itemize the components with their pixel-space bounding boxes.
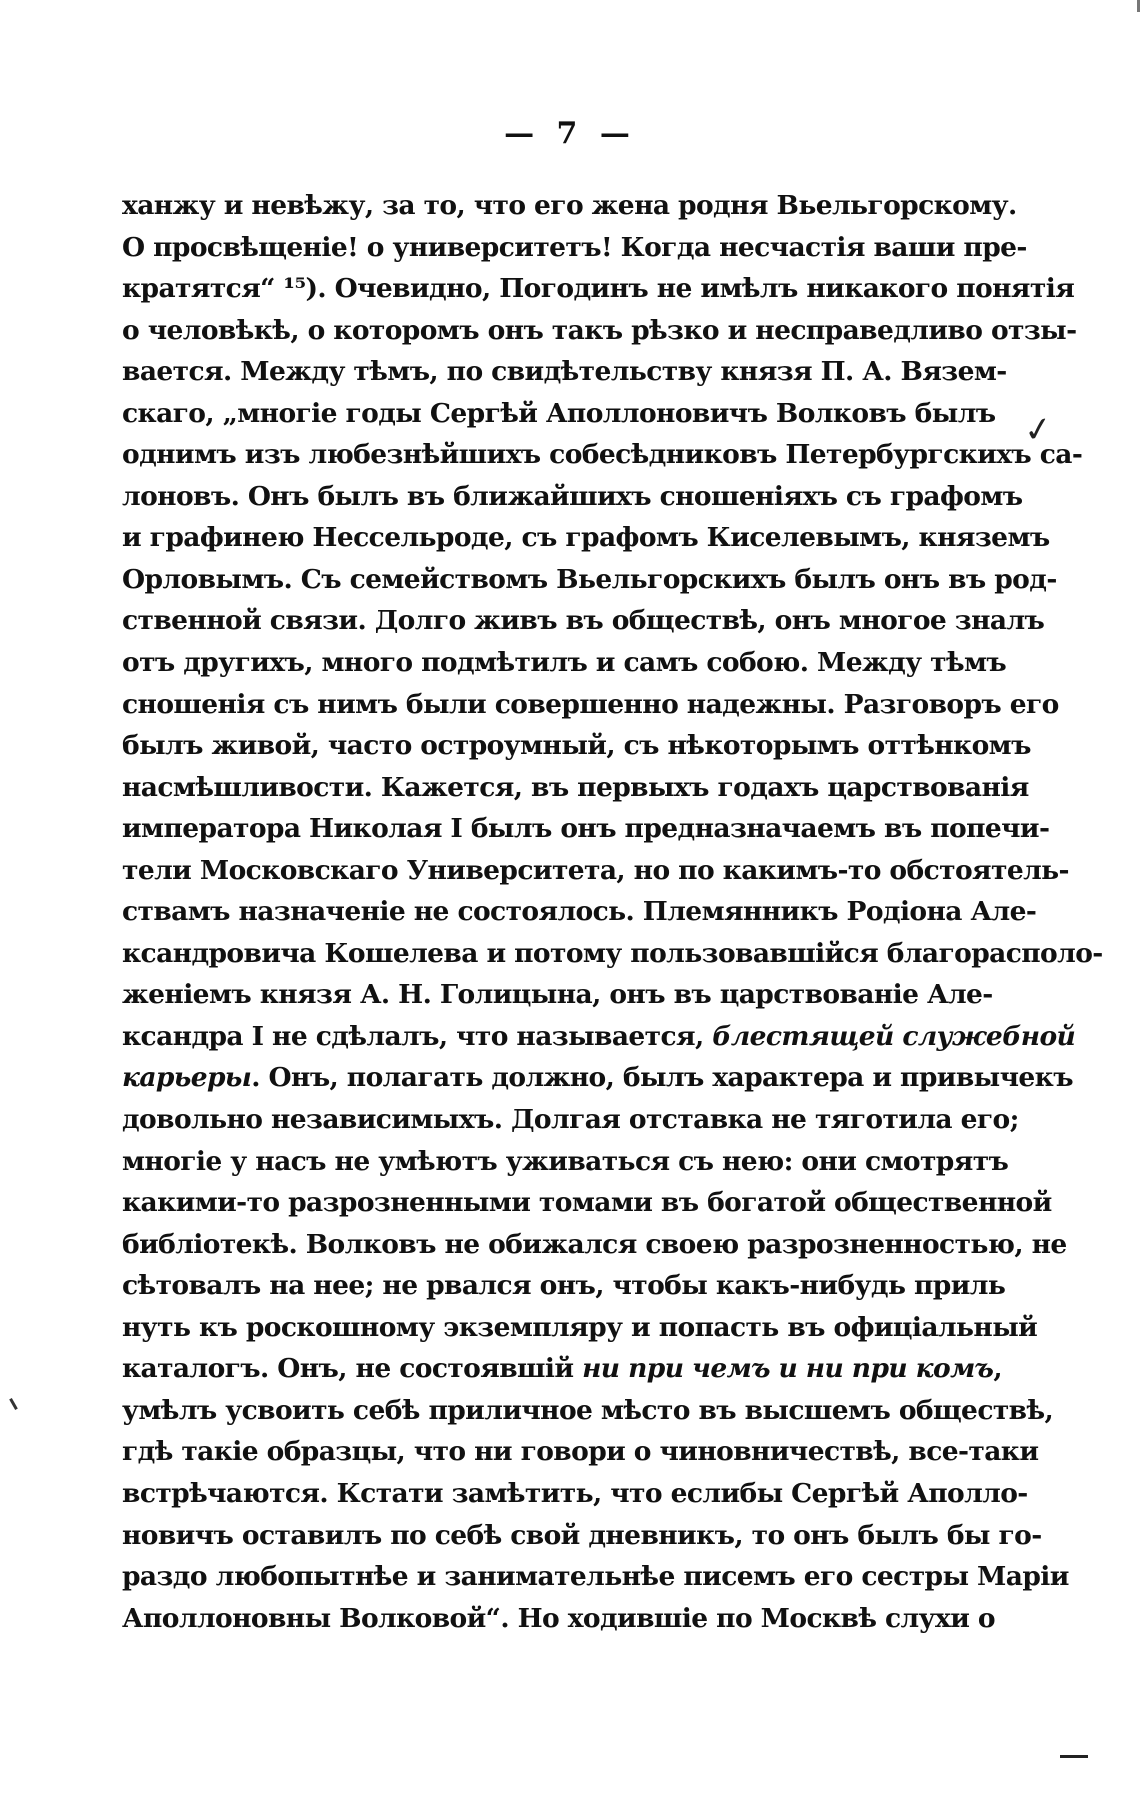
text-line (122, 1265, 1006, 1307)
margin-tick (9, 1398, 18, 1410)
text-segment: ствамъ назначеніе не состоялось. Племянникъ Родіона Але- (122, 896, 1037, 928)
text-line (122, 1348, 1002, 1390)
text-segment: ственной связи. Долго живъ въ обществѣ, онъ многое зналъ (122, 605, 1045, 637)
text-segment: ксандра I не сдѣлалъ, что называется, (122, 1020, 713, 1052)
text-segment: отъ другихъ, много подмѣтилъ и самъ собою. Между тѣмъ (122, 647, 1007, 679)
text-segment: какими-то разрозненными томами въ богатой общественной (122, 1187, 1052, 1219)
text-segment: , (993, 1353, 1002, 1385)
text-line (122, 351, 1007, 393)
text-line (122, 808, 1050, 850)
text-line (122, 1473, 1028, 1515)
text-segment: и графинею Нессельроде, съ графомъ Киселевымъ, княземъ (122, 522, 1050, 554)
italic-phrase: ни при чемъ и ни при комъ (582, 1353, 994, 1385)
text-segment: насмѣшливости. Кажется, въ первыхъ годахъ царствованія (122, 771, 1029, 803)
text-line (122, 1016, 1076, 1058)
margin-dash (1060, 1755, 1088, 1758)
text-segment: вается. Между тѣмъ, по свидѣтельству князя П. А. Вязем- (122, 356, 1007, 388)
page-number: — 7 — (504, 116, 636, 151)
text-line (122, 642, 1007, 684)
body-text (122, 185, 1103, 1639)
text-line (122, 268, 1075, 310)
text-segment: . Онъ, полагать должно, былъ характера и привычекъ (251, 1062, 1073, 1094)
text-segment: Аполлоновны Волковой“. Но ходившіе по Москвѣ слухи о (122, 1602, 995, 1634)
text-line (122, 185, 1017, 227)
text-line (122, 600, 1045, 642)
text-line (122, 1141, 1009, 1183)
text-line (122, 850, 1069, 892)
text-line (122, 974, 993, 1016)
text-segment: Орловымъ. Съ семействомъ Вьельгорскихъ былъ онъ въ род- (122, 563, 1057, 595)
text-segment: новичъ оставилъ по себѣ свой дневникъ, то онъ былъ бы го- (122, 1519, 1042, 1551)
text-segment: довольно независимыхъ. Долгая отставка не тяготила его; (122, 1104, 1019, 1136)
text-line (122, 1431, 1039, 1473)
text-segment: о человѣкѣ, о которомъ онъ такъ рѣзко и несправедливо отзы- (122, 314, 1077, 346)
text-segment: кратятся“ ¹⁵). Очевидно, Погодинъ не имѣлъ никакого понятія (122, 273, 1075, 305)
text-segment: женіемъ князя А. Н. Голицына, онъ въ царствованіе Але- (122, 979, 993, 1011)
text-segment: тели Московскаго Университета, но по какимъ-то обстоятель- (122, 854, 1069, 886)
text-line (122, 1182, 1052, 1224)
text-line (122, 767, 1029, 809)
text-segment: каталогъ. Онъ, не состоявшій (122, 1353, 583, 1385)
text-segment: многіе у насъ не умѣютъ уживаться съ нею: они смотрятъ (122, 1145, 1009, 1177)
text-segment: однимъ изъ любезнѣйшихъ собесѣдниковъ Петербургскихъ са- (122, 439, 1083, 471)
italic-phrase: блестящей служебной (712, 1020, 1076, 1052)
text-segment: библіотекѣ. Волковъ не обижался своею разрозненностью, не (122, 1228, 1067, 1260)
text-segment: ксандровича Кошелева и потому пользовавшійся благорасполо- (122, 937, 1103, 969)
text-segment: нуть къ роскошному экземпляру и попасть въ офиціальный (122, 1311, 1038, 1343)
text-line (122, 933, 1103, 975)
text-segment: встрѣчаются. Кстати замѣтить, что еслибы Сергѣй Аполло- (122, 1477, 1028, 1509)
text-line (122, 684, 1059, 726)
text-segment: сѣтовалъ на нее; не рвался онъ, чтобы какъ-нибудь приль (122, 1270, 1006, 1302)
margin-annotation: ✓ (1021, 408, 1056, 452)
text-line (122, 517, 1050, 559)
text-segment: ханжу и невѣжу, за то, что его жена родня Вьельгорскому. (122, 190, 1017, 221)
text-segment: раздо любопытнѣе и занимательнѣе писемъ его сестры Маріи (122, 1561, 1069, 1593)
text-line (122, 891, 1037, 933)
text-segment: сношенія съ нимъ были совершенно надежны. Разговоръ его (122, 688, 1059, 720)
text-line (122, 1556, 1069, 1598)
text-line (122, 310, 1077, 352)
text-segment: лоновъ. Онъ былъ въ ближайшихъ сношеніяхъ съ графомъ (122, 480, 1023, 512)
text-segment: императора Николая I былъ онъ предназначаемъ въ попечи- (122, 813, 1050, 845)
text-line (122, 227, 1027, 269)
text-line (122, 476, 1023, 518)
text-segment: О просвѣщеніе! о университетъ! Когда несчастія ваши пре- (122, 231, 1027, 263)
text-line (122, 1099, 1019, 1141)
text-line (122, 1224, 1067, 1266)
text-line (122, 1598, 995, 1640)
text-segment: скаго, „многіе годы Сергѣй Аполлоновичъ Волковъ былъ (122, 397, 996, 429)
text-line (122, 559, 1057, 601)
text-line (122, 1057, 1073, 1099)
text-line (122, 1307, 1038, 1349)
text-line (122, 1515, 1042, 1557)
text-segment: былъ живой, часто остроумный, съ нѣкоторымъ оттѣнкомъ (122, 730, 1031, 762)
text-line (122, 1390, 1054, 1432)
text-line (122, 725, 1031, 767)
text-segment: гдѣ такіе образцы, что ни говори о чиновничествѣ, все-таки (122, 1436, 1039, 1468)
text-segment: умѣлъ усвоить себѣ приличное мѣсто въ высшемъ обществѣ, (122, 1394, 1054, 1426)
italic-phrase: карьеры (122, 1062, 252, 1094)
text-line (122, 393, 996, 435)
text-line (122, 434, 1083, 476)
